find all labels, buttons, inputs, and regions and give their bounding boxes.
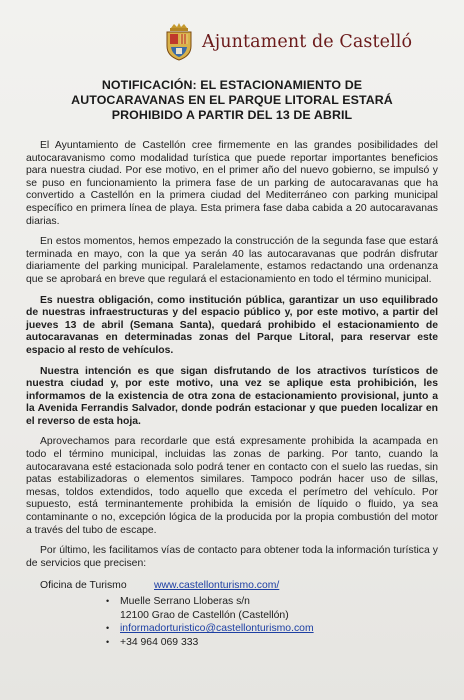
paragraph-prohibition: Es nuestra obligación, como institución pública, garantizar un uso equilibrado de nuestras infraestructuras y del espacio público y, por este motivo, a partir del jueves 13 de abril (Semana Santa), quedará prohibido el estacionamiento de autocaravanas en determinadas zonas del Parque Litoral, para reservar este espacio al resto de vehículos. [26, 294, 438, 356]
website-link[interactable]: www.castellonturismo.com/ [154, 580, 280, 592]
title-line: PROHIBIDO A PARTIR DEL 13 DE ABRIL [111, 108, 353, 122]
list-item [106, 609, 438, 623]
castellon-crest-icon [162, 22, 196, 62]
paragraph-contact-intro: Por último, les facilitamos vías de contacto para obtener toda la información turística y de servicios que precisen: [26, 545, 438, 569]
notice-body [26, 140, 438, 649]
paragraph-second-phase: En estos momentos, hemos empezado la construcción de la segunda fase que estará terminada en mayo, con la que ya serán 40 las autocaravanas que podrán disfrutar diariamente del parking municipal. Paralelamente, estamos redactando una ordenanza que se aprobará en breve que regulará el estacionamiento en todo el término municipal. [26, 236, 438, 285]
contact-list [106, 595, 438, 649]
bullet-icon: • [106, 636, 110, 647]
paragraph-intro: El Ayuntamiento de Castellón cree firmemente en las grandes posibilidades del autocaravanismo como modalidad turística que puede reportar importantes beneficios para nuestra ciudad. Por ese motivo, en el primer año del nuevo gobierno, se impulsó y se puso en funcionamiento la primera fase de un parking de autocaravanas que ha convertido a Castellón en la primera ciudad del Mediterráneo con parking municipal específico en primera línea de playa. Esta primera fase daba cabida a 20 autocaravanas diarias. [26, 140, 438, 227]
header [162, 22, 412, 62]
title-line: AUTOCARAVANAS EN EL PARQUE LITORAL ESTARÁ [71, 93, 393, 107]
phone-number: +34 964 069 333 [120, 636, 199, 648]
organization-name: Ajuntament de Castelló [202, 32, 413, 52]
contact-block [26, 580, 438, 649]
paragraph-camping-rules: Aprovechamos para recordarle que está expresamente prohibida la acampada en todo el término municipal, incluidas las zonas de parking. Por tanto, cuando la autocaravana esté estacionada solo podrá tener en contacto con el suelo las ruedas, sin patas estabilizadoras o elementos similares. Tampoco podrán hacer uso de sillas, mesas, toldos extendidos, todo aquello que exceda el perímetro del vehículo. Por supuesto, está terminantemente prohibida la emisión de líquido o fluido, ya sea contaminante o no, excepción lógica de la producida por la propia combustión del motor a través del tubo de escape. [26, 436, 438, 536]
address-line: Muelle Serrano Lloberas s/n [120, 596, 250, 607]
list-item [106, 622, 438, 636]
list-item [106, 636, 438, 650]
title-line: NOTIFICACIÓN: EL ESTACIONAMIENTO DE [101, 78, 363, 92]
email-link[interactable]: informadorturistico@castellonturismo.com [120, 623, 314, 635]
address-line: 12100 Grao de Castellón (Castellón) [120, 609, 289, 621]
list-item [106, 595, 438, 609]
tourism-office-label: Oficina de Turismo [40, 580, 127, 592]
paragraph-alternative-zone: Nuestra intención es que sigan disfrutando de los atractivos turísticos de nuestra ciudad y, por este motivo, una vez se aplique esta prohibición, les informamos de la existencia de otra zona de estacionamiento provisional, junto a la Avenida Ferrandis Salvador, donde podrán estacionar y que pueden localizar en el reverso de esta hoja. [26, 365, 438, 427]
contact-website-row [26, 580, 438, 593]
bullet-icon: • [106, 623, 110, 634]
bullet-icon: • [106, 596, 110, 606]
notice-title [30, 78, 434, 123]
